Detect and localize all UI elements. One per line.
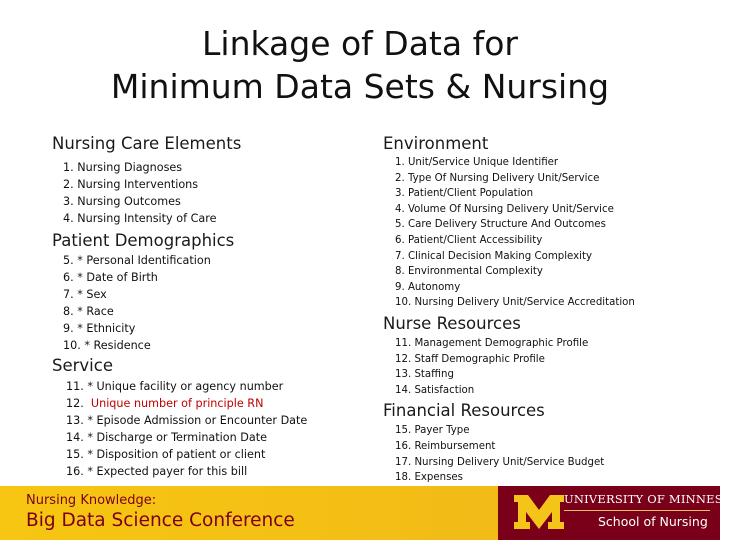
list-item (66, 378, 372, 395)
item-text: 14. * Discharge or Termination Date (66, 431, 267, 444)
list-item: 9. Autonomy (395, 281, 461, 293)
list-item: 2. Type Of Nursing Delivery Unit/Service (395, 172, 600, 184)
item-text: 15. * Disposition of patient or client (66, 448, 266, 461)
footer-banner (0, 486, 748, 540)
care-elements-list (63, 159, 372, 227)
list-item: 7. Clinical Decision Making Complexity (395, 250, 593, 262)
item-text: 13. * Episode Admission or Encounter Date (66, 414, 308, 427)
list-item: 15. Payer Type (395, 425, 470, 437)
list-item: 3. Nursing Outcomes (63, 195, 181, 208)
patient-demographics-list (63, 252, 372, 354)
environment-heading: Environment (383, 134, 489, 153)
left-column (52, 134, 372, 480)
highlighted-item-text: Unique number of principle RN (90, 397, 264, 410)
list-item: 6. Patient/Client Accessibility (395, 234, 543, 246)
university-m-logo-icon (510, 492, 568, 532)
care-elements-heading: Nursing Care Elements (52, 134, 242, 153)
item-text: 11. * Unique facility or agency number (66, 380, 284, 393)
list-item: 3. Patient/Client Population (395, 188, 534, 200)
list-item: 10. * Residence (63, 339, 151, 352)
financial-resources-list (395, 423, 713, 485)
conference-banner (0, 486, 498, 540)
list-item: 17. Nursing Delivery Unit/Service Budget (395, 456, 605, 468)
item-text: 12. (66, 397, 84, 410)
patient-demographics-heading: Patient Demographics (52, 231, 235, 250)
university-banner (498, 486, 748, 540)
list-item: 12. Staff Demographic Profile (395, 353, 545, 365)
list-item: 11. Management Demographic Profile (395, 337, 589, 349)
list-item: 10. Nursing Delivery Unit/Service Accreditation (395, 297, 635, 309)
divider (564, 510, 710, 511)
list-item: 14. Satisfaction (395, 384, 475, 396)
title-line-2: Minimum Data Sets & Nursing (110, 67, 610, 106)
nurse-resources-list (395, 336, 713, 398)
title-line-1: Linkage of Data for (202, 24, 518, 63)
list-item (66, 463, 372, 480)
list-item: 2. Nursing Interventions (63, 178, 199, 191)
university-name: UNIVERSITY OF MINNESOTA (564, 492, 748, 506)
right-column (383, 134, 713, 486)
list-item: 9. * Ethnicity (63, 322, 136, 335)
list-item: 5. Care Delivery Structure And Outcomes (395, 219, 606, 231)
list-item: 6. * Date of Birth (63, 271, 158, 284)
list-item: 18. Expenses (395, 472, 463, 484)
list-item (66, 446, 372, 463)
financial-resources-heading: Financial Resources (383, 401, 545, 421)
list-item: 1. Unit/Service Unique Identifier (395, 157, 559, 168)
list-item: 5. * Personal Identification (63, 254, 211, 267)
list-item: 16. Reimbursement (395, 440, 496, 452)
list-item: 8. Environmental Complexity (395, 266, 543, 278)
list-item: 1. Nursing Diagnoses (63, 161, 183, 174)
service-list (66, 378, 372, 480)
list-item: 7. * Sex (63, 288, 107, 301)
list-item: 8. * Race (63, 305, 114, 318)
list-item: 4. Nursing Intensity of Care (63, 212, 217, 225)
slide-title (0, 22, 720, 108)
environment-list (395, 155, 713, 311)
list-item (66, 395, 372, 412)
service-heading: Service (52, 356, 113, 375)
list-item (66, 429, 372, 446)
conference-title: Big Data Science Conference (26, 510, 295, 531)
list-item: 4. Volume Of Nursing Delivery Unit/Service (395, 203, 614, 215)
list-item (66, 412, 372, 429)
school-name: School of Nursing (598, 514, 708, 529)
list-item: 13. Staffing (395, 369, 454, 381)
item-text: 16. * Expected payer for this bill (66, 465, 248, 478)
nurse-resources-heading: Nurse Resources (383, 313, 521, 333)
conference-subtitle: Nursing Knowledge: (26, 493, 157, 508)
